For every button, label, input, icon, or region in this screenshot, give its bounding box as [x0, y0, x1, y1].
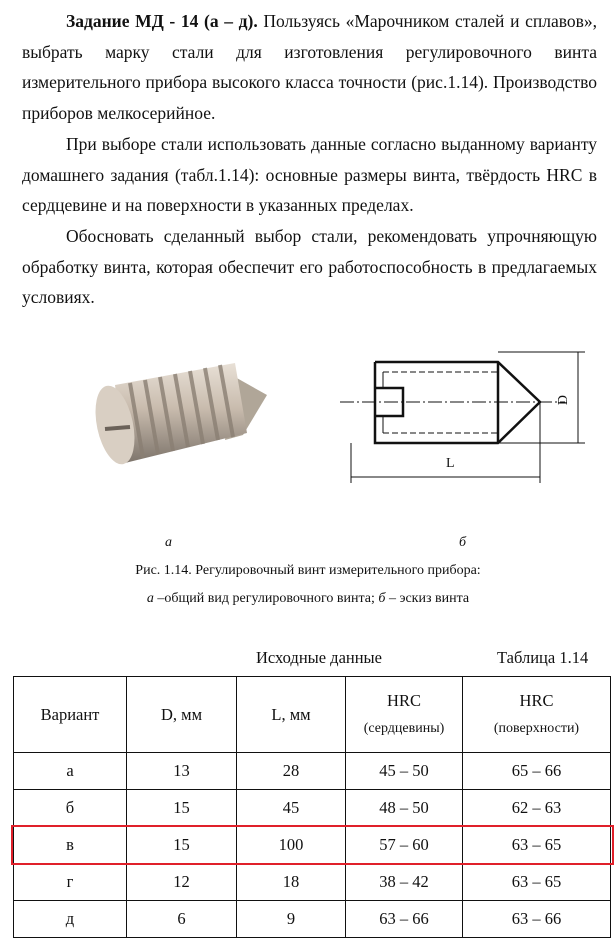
header-variant: Вариант: [14, 677, 127, 753]
cell: 15: [127, 827, 237, 864]
task-paragraph-3: Обосновать сделанный выбор стали, рекомендовать упрочняющую обработку винта, которая обеспечит его работоспособность в предлагаемых условиях.: [22, 226, 597, 308]
cell: 100: [237, 827, 346, 864]
caption-b: б: [378, 591, 386, 606]
header-subtext: (поверхности): [493, 720, 580, 736]
figure-caption: Рис. 1.14. Регулировочный винт измерительного прибора:: [135, 563, 481, 578]
task-title: Задание МД - 14 (а – д).: [66, 11, 258, 31]
header-d: D, мм: [127, 677, 237, 753]
cell: 57 – 60: [346, 827, 463, 864]
cell: 13: [127, 753, 237, 790]
task-paragraph-1: [22, 6, 597, 128]
cell: 63 – 66: [463, 901, 611, 938]
task-paragraph-2: При выборе стали использовать данные согласно выданному варианту домашнего задания (табл.1.14): основные размеры винта, твёрдость HRC в сердцевине и на поверхности в указанных пределах.: [22, 134, 597, 216]
cell: в: [14, 827, 127, 864]
cell: 18: [237, 864, 346, 901]
header-text: HRC: [387, 690, 421, 710]
caption-text: – эскиз винта: [385, 591, 470, 606]
header-text: HRC: [519, 690, 554, 710]
cell: 45: [237, 790, 346, 827]
table-header-row: [14, 677, 611, 753]
dimension-d: D: [556, 394, 572, 406]
caption-a: а: [146, 591, 154, 606]
cell: 65 – 66: [463, 753, 611, 790]
header-hrc-core: [346, 677, 463, 753]
cell: 12: [127, 864, 237, 901]
cell: 6: [127, 901, 237, 938]
figure-label-b: б: [459, 535, 467, 550]
caption-text: –общий вид регулировочного винта;: [153, 591, 379, 606]
table-row: [14, 753, 611, 790]
cell: 9: [237, 901, 346, 938]
cell: 45 – 50: [346, 753, 463, 790]
table-row: [14, 901, 611, 938]
table-number: Таблица 1.14: [497, 648, 589, 667]
figure-label-a: а: [165, 535, 172, 550]
table-row-highlighted: [14, 864, 611, 901]
cell: 48 – 50: [346, 790, 463, 827]
cell: б: [14, 790, 127, 827]
header-hrc-surface: [463, 677, 611, 753]
cell: 15: [127, 790, 237, 827]
screw-sketch: [335, 350, 595, 485]
cell: 63 – 66: [346, 901, 463, 938]
cell: 63 – 65: [463, 864, 611, 901]
screw-photo: [85, 355, 275, 475]
task-text: Пользуясь «Марочником сталей и сплавов», выбрать марку стали для изготовления регулировочного винта измерительного прибора высокого класса точности (рис.1.14). Производство приборов мелкосерийное.: [22, 11, 597, 123]
dimension-l: L: [446, 456, 455, 471]
highlight-box: [11, 825, 614, 865]
cell: 62 – 63: [463, 790, 611, 827]
table-title: Исходные данные: [256, 648, 382, 667]
cell: 63 – 65: [463, 827, 611, 864]
cell: 28: [237, 753, 346, 790]
header-l: L, мм: [237, 677, 346, 753]
cell: а: [14, 753, 127, 790]
cell: г: [14, 864, 127, 901]
header-subtext: (сердцевины): [363, 720, 445, 736]
table-row: [14, 790, 611, 827]
figure-caption-legend: [0, 591, 616, 607]
data-table: [13, 676, 611, 938]
cell: 38 – 42: [346, 864, 463, 901]
cell: д: [14, 901, 127, 938]
